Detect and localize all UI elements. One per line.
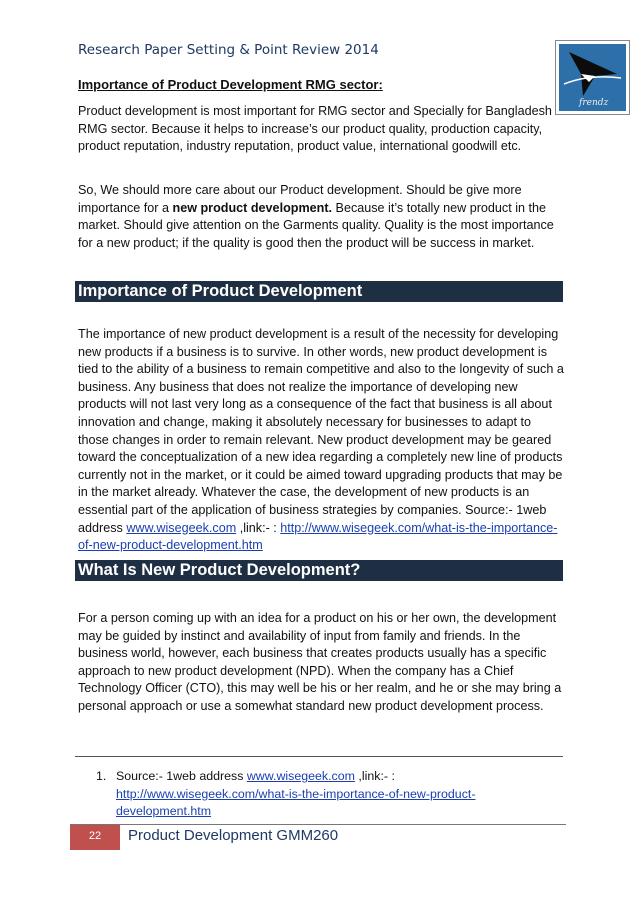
frendz-logo xyxy=(555,40,630,115)
footnote-article-link[interactable]: http://www.wisegeek.com/what-is-the-importance-of-new-product-development.htm xyxy=(116,786,476,819)
footnote xyxy=(96,768,516,821)
footnote-body xyxy=(116,768,516,821)
wisegeek-article-link[interactable]: http://www.wisegeek.com/what-is-the-importance-of-new-product-development.htm xyxy=(78,520,558,553)
section-band-importance: Importance of Product Development xyxy=(75,281,563,302)
section-band-npd: What Is New Product Development? xyxy=(75,560,563,581)
footer-divider xyxy=(70,824,566,825)
page-number-badge: 22 xyxy=(70,825,120,850)
frendz-logo-icon xyxy=(559,44,626,111)
paragraph-rmg-care-part1: So, We should more care about our Product development. Should be give more importance for a xyxy=(78,183,522,215)
paragraph-rmg-care xyxy=(78,182,564,252)
section-heading-rmg: Importance of Product Development RMG sector: xyxy=(78,77,383,92)
paragraph-importance-body xyxy=(78,326,564,555)
footnote-number: 1. xyxy=(96,769,107,783)
paragraph-importance-mid: ,link:- : xyxy=(236,520,281,535)
paragraph-importance-text: The importance of new product development is a result of the necessity for developing new products if a business is to survive. In other words, new product development is tied to the ability of a business to remain competitive and also to the longevity of such a business. Any business that does not realize the importance of developing new products will not last very long as a consequence of the fact that business is all about innovation and change, making it absolutely necessary for businesses to adapt to those changes in order to remain relevant. New product development may be geared toward the conceptualization of a new idea regarding a completely new line of products currently not in the market, or it could be aimed toward upgrading products that may be in the market already. Whatever the case, the development of new products is an essential part of the application of business strategies by companies. Source:- 1web address xyxy=(78,327,564,535)
footnote-mid: ,link:- : xyxy=(354,769,395,783)
paragraph-rmg-intro: Product development is most important for RMG sector and Specially for Bangladesh RMG sector. Because it helps to increase’s our product quality, production capacity, product reputation, industry reputation, product value, international goodwill etc. xyxy=(78,104,552,154)
logo-text: frendz xyxy=(579,98,609,108)
paragraph-npd-body: For a person coming up with an idea for a product on his or her own, the development may be guided by instinct and availability of input from family and friends. In the business world, however, each business that creates products usually has a specific approach to new product development (NPD). When the company has a Chief Technology Officer (CTO), this may well be his or her realm, and he or she may bring a personal approach or use a somewhat standard new product development process. xyxy=(78,611,562,713)
running-header-title: Research Paper Setting & Point Review 2014 xyxy=(78,42,379,58)
footer-title: Product Development GMM260 xyxy=(128,827,339,844)
paragraph-rmg-care-bold: new product development. xyxy=(172,200,333,215)
footnote-prefix: Source:- 1web address xyxy=(116,769,247,783)
wisegeek-link[interactable]: www.wisegeek.com xyxy=(126,520,237,535)
paragraph-rmg-care-part2: Because it’s totally new product in the market. Should give attention on the Garments quality. Quality is the most importance for a new product; if the quality is good then the product will be success in market. xyxy=(78,200,554,250)
footnote-wisegeek-link[interactable]: www.wisegeek.com xyxy=(246,769,355,783)
footnote-divider xyxy=(75,756,563,757)
